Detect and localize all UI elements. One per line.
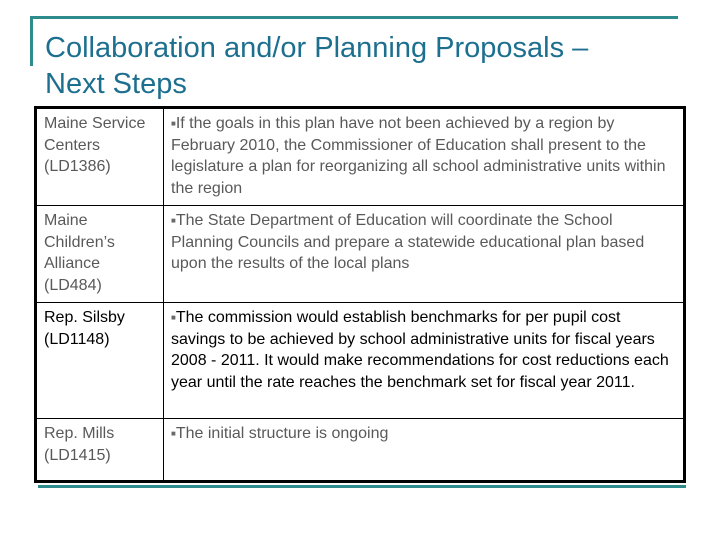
- row-description: [164, 303, 685, 419]
- bottom-accent-rule: [38, 485, 686, 488]
- row-description: [164, 206, 685, 303]
- table-row: [36, 419, 685, 482]
- row-description-text: The initial structure is ongoing: [175, 425, 389, 442]
- table-row: [36, 206, 685, 303]
- row-description: [164, 419, 685, 482]
- slide-title-line-2: Next Steps: [45, 68, 187, 100]
- table-row: [36, 303, 685, 419]
- row-label: Maine Children’s Alliance (LD484): [36, 206, 164, 303]
- proposals-table: [34, 106, 686, 483]
- row-label: Rep. Silsby (LD1148): [36, 303, 164, 419]
- title-frame-left-rule: [30, 16, 33, 66]
- slide-title: [45, 30, 685, 102]
- square-bullet-icon: ■: [171, 119, 176, 128]
- row-description-text: If the goals in this plan have not been achieved by a region by February 2010, the Commissioner of Education shall present to the legislature a plan for reorganizing all school administrative units within the region: [171, 115, 666, 197]
- square-bullet-icon: ■: [171, 313, 176, 322]
- row-label: Maine Service Centers (LD1386): [36, 108, 164, 206]
- table-row: [36, 108, 685, 206]
- row-description-text: The State Department of Education will coordinate the School Planning Councils and prepare a statewide educational plan based upon the results of the local plans: [171, 212, 645, 272]
- title-frame-top-rule: [30, 16, 678, 19]
- slide-title-line-1: Collaboration and/or Planning Proposals –: [45, 32, 589, 64]
- square-bullet-icon: ■: [171, 429, 176, 438]
- row-description: [164, 108, 685, 206]
- row-label: Rep. Mills (LD1415): [36, 419, 164, 482]
- row-description-text: The commission would establish benchmarks for per pupil cost savings to be achieved by school administrative units for fiscal years 2008 - 2011. It would make recommendations for cost reductions each year until the rate reaches the benchmark set for fiscal year 2011.: [171, 309, 669, 391]
- square-bullet-icon: ■: [171, 216, 176, 225]
